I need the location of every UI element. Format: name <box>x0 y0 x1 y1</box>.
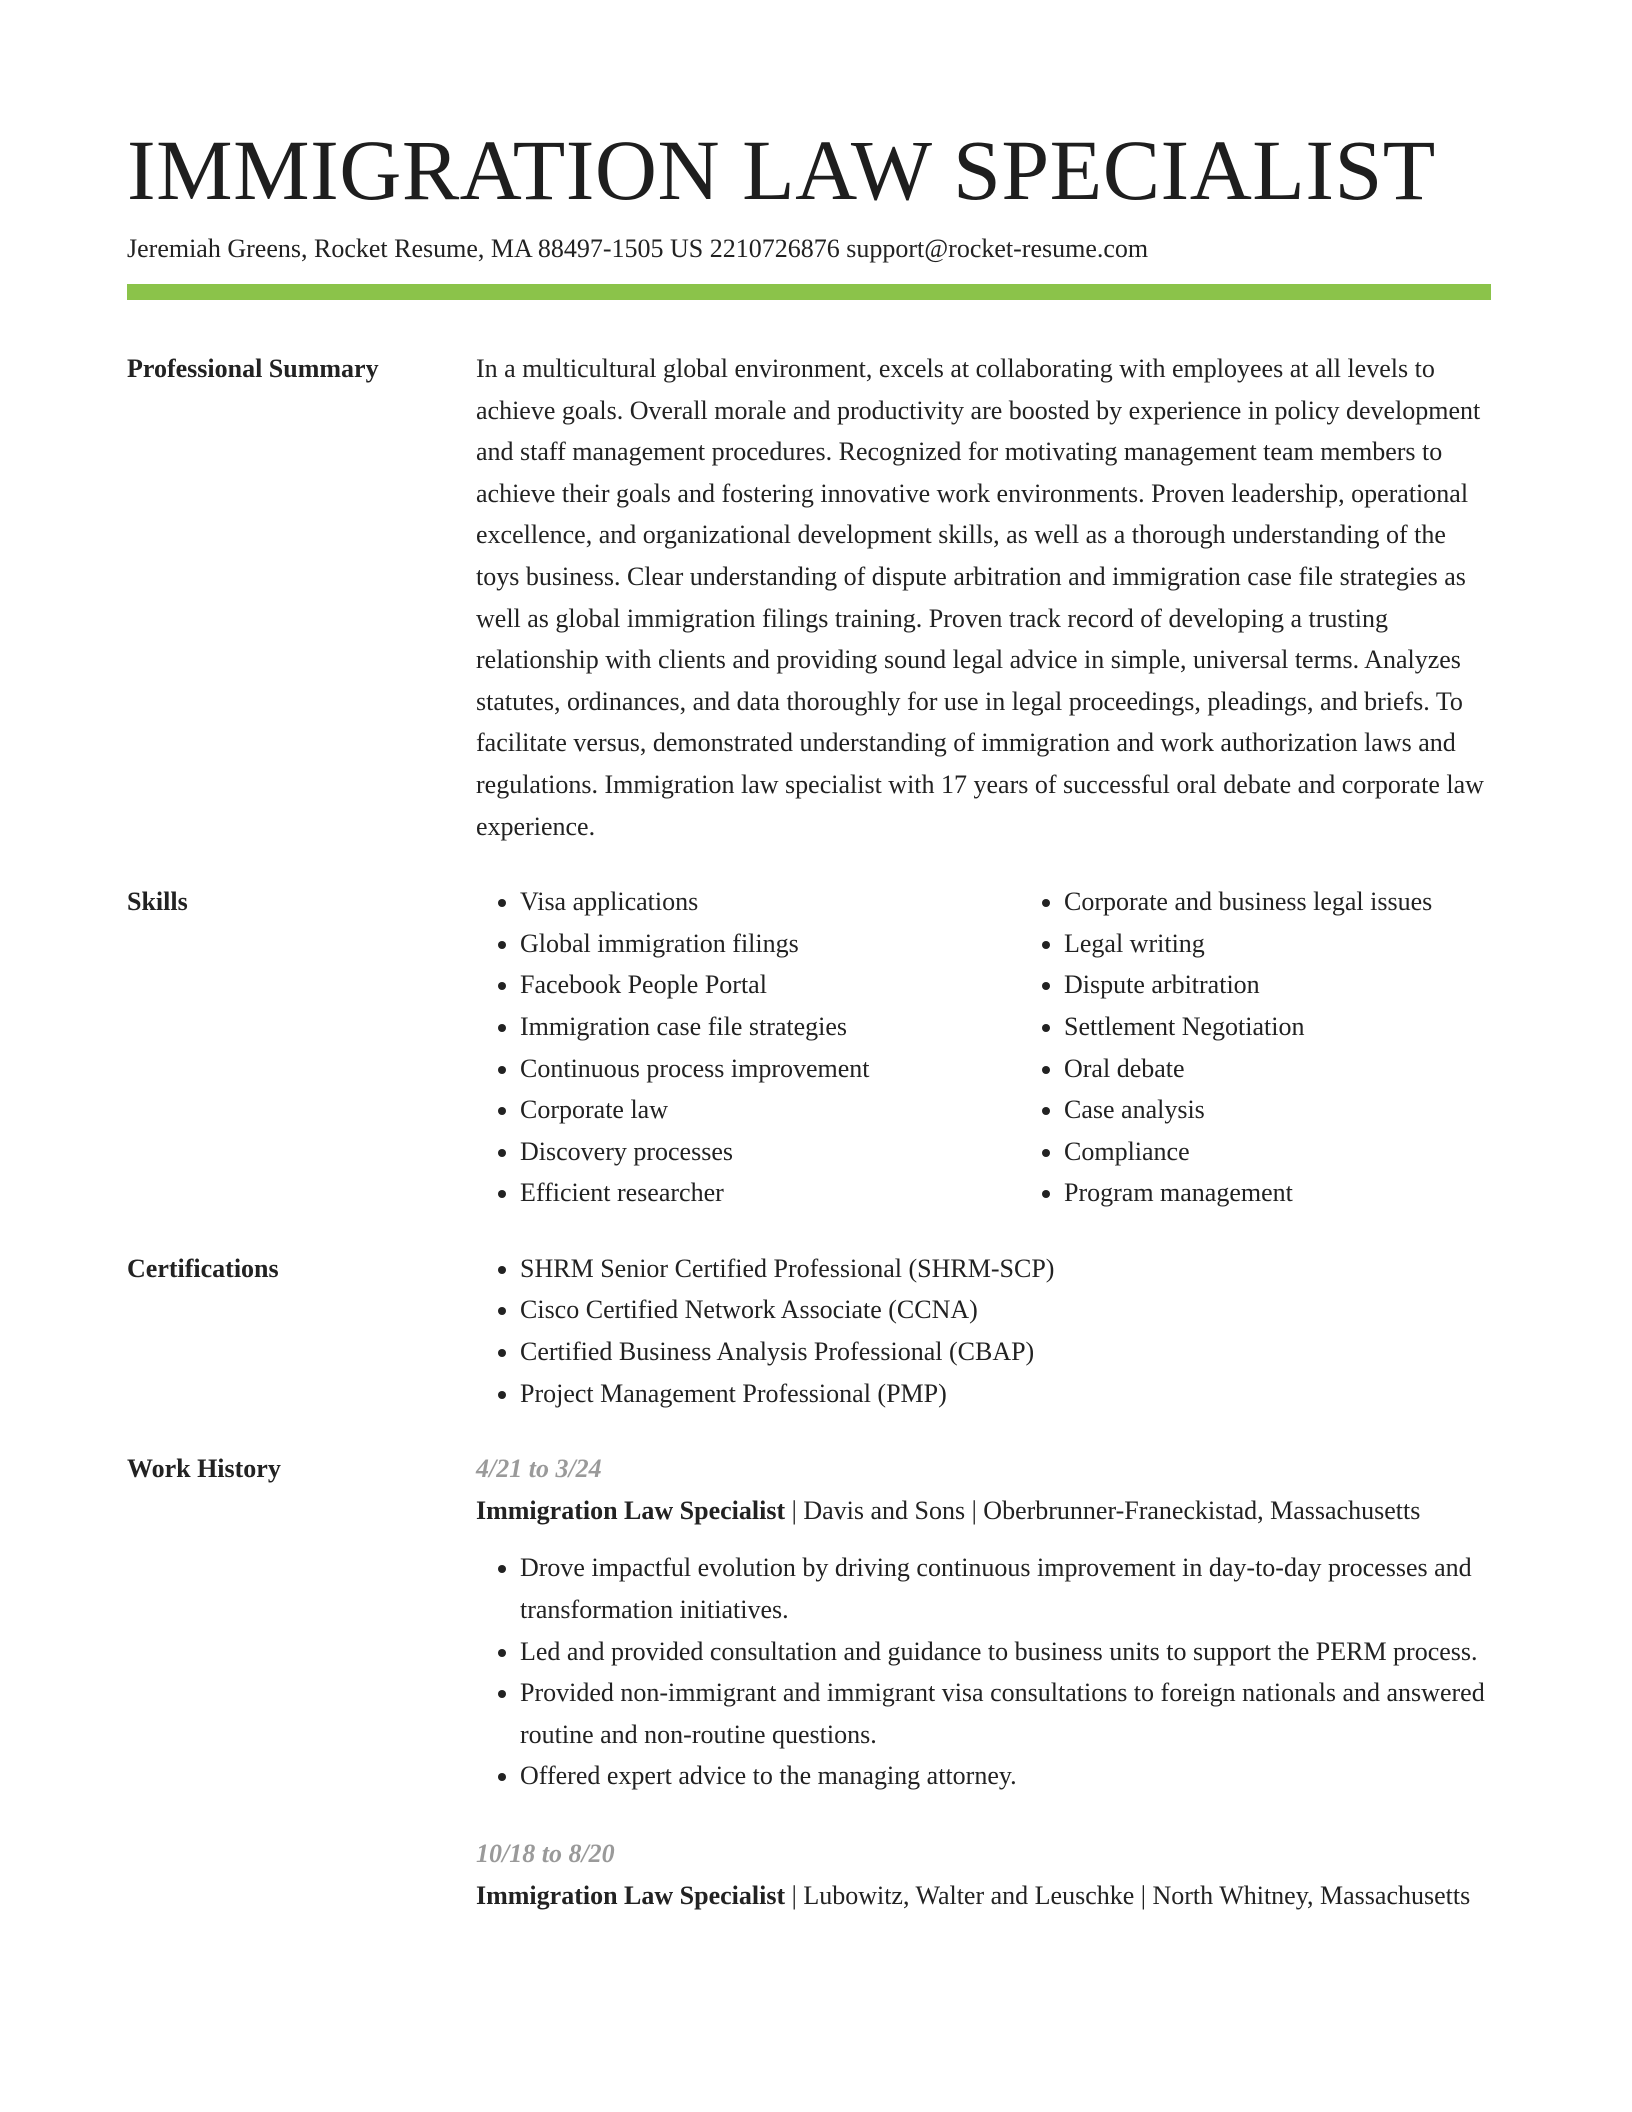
skills-list-left <box>476 881 1020 1214</box>
skill-item: • Corporate law <box>520 1089 1020 1131</box>
job-title: Immigration Law Specialist <box>476 1880 786 1910</box>
job-bullet: • Led and provided consultation and guidance to business units to support the PERM process. <box>520 1631 1491 1673</box>
job-title: Immigration Law Specialist <box>476 1495 786 1525</box>
work-history-heading: Work History <box>127 1454 281 1484</box>
summary-heading: Professional Summary <box>127 354 379 383</box>
skill-item: • Immigration case file strategies <box>520 1006 1020 1048</box>
header-divider <box>127 284 1491 300</box>
job-entry <box>476 1833 1491 1916</box>
certification-item: • Certified Business Analysis Professional (CBAP) <box>520 1331 1491 1373</box>
skill-item: • Efficient researcher <box>520 1172 1020 1214</box>
job-employer-location: | Davis and Sons | Oberbrunner-Franeckistad, Massachusetts <box>785 1495 1421 1525</box>
job-bullet: • Offered expert advice to the managing attorney. <box>520 1755 1491 1797</box>
certifications-section <box>127 1248 1491 1414</box>
work-history-section <box>127 1448 1491 1916</box>
skill-item: • Dispute arbitration <box>1064 964 1491 1006</box>
contact-line: Jeremiah Greens, Rocket Resume, MA 88497-1505 US 2210726876 support@rocket-resume.com <box>127 234 1149 263</box>
resume-title: IMMIGRATION LAW SPECIALIST <box>127 122 1436 218</box>
job-employer-location: | Lubowitz, Walter and Leuschke | North Whitney, Massachusetts <box>785 1880 1471 1910</box>
skill-item: • Corporate and business legal issues <box>1064 881 1491 923</box>
skill-item: • Discovery processes <box>520 1131 1020 1173</box>
certification-item: • Cisco Certified Network Associate (CCNA) <box>520 1289 1491 1331</box>
skill-item: • Program management <box>1064 1172 1491 1214</box>
job-heading <box>476 1875 1491 1917</box>
job-bullets <box>476 1547 1491 1797</box>
skill-item: • Oral debate <box>1064 1048 1491 1090</box>
skill-item: • Global immigration filings <box>520 923 1020 965</box>
certification-item: • SHRM Senior Certified Professional (SHRM-SCP) <box>520 1248 1491 1290</box>
skill-item: • Visa applications <box>520 881 1020 923</box>
resume-page <box>127 120 1491 1916</box>
skill-item: • Continuous process improvement <box>520 1048 1020 1090</box>
job-bullet: • Drove impactful evolution by driving continuous improvement in day-to-day processes and transformation initiatives. <box>520 1547 1491 1630</box>
skill-item: • Compliance <box>1064 1131 1491 1173</box>
skills-list-right <box>1020 881 1491 1214</box>
skills-section <box>127 881 1491 1214</box>
job-dates: 10/18 to 8/20 <box>476 1839 615 1868</box>
skills-heading: Skills <box>127 887 188 917</box>
certification-item: • Project Management Professional (PMP) <box>520 1373 1491 1415</box>
certifications-heading: Certifications <box>127 1253 279 1283</box>
skill-item: • Facebook People Portal <box>520 964 1020 1006</box>
summary-text: In a multicultural global environment, excels at collaborating with employees at all levels to achieve goals. Overall morale and productivity are boosted by experience in policy development and staff management procedures. Recognized for motivating management team members to achieve their goals and fostering innovative work environments. Proven leadership, operational excellence, and organizational development skills, as well as a thorough understanding of the toys business. Clear understanding of dispute arbitration and immigration case file strategies as well as global immigration filings training. Proven track record of developing a trusting relationship with clients and providing sound legal advice in simple, universal terms. Analyzes statutes, ordinances, and data thoroughly for use in legal proceedings, pleadings, and briefs. To facilitate versus, demonstrated understanding of immigration and work authorization laws and regulations. Immigration law specialist with 17 years of successful oral debate and corporate law experience. <box>476 354 1484 841</box>
job-entry <box>476 1448 1491 1797</box>
job-heading <box>476 1490 1491 1532</box>
skill-item: • Settlement Negotiation <box>1064 1006 1491 1048</box>
job-dates: 4/21 to 3/24 <box>476 1454 602 1484</box>
skill-item: • Case analysis <box>1064 1089 1491 1131</box>
summary-section <box>127 348 1491 847</box>
certifications-list <box>476 1248 1491 1414</box>
job-bullet: • Provided non-immigrant and immigrant visa consultations to foreign nationals and answered routine and non-routine questions. <box>520 1672 1491 1755</box>
skill-item: • Legal writing <box>1064 923 1491 965</box>
